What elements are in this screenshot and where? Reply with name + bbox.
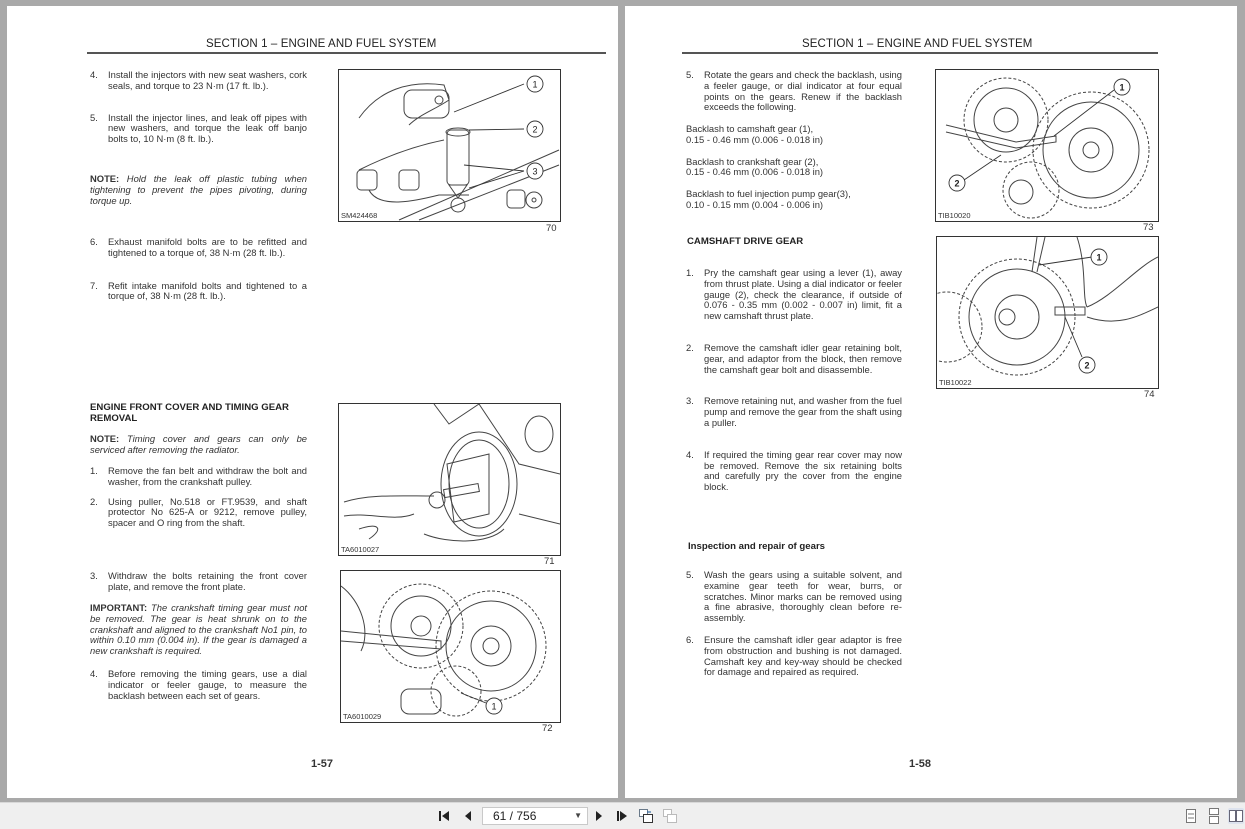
list-item bbox=[686, 570, 902, 624]
spec-value: 0.10 - 0.15 mm (0.004 - 0.006 in) bbox=[686, 198, 824, 210]
callout-1: 1 bbox=[532, 79, 538, 90]
item-text: Exhaust manifold bolts are to be refitted and tightened to a torque of, 38 N·m (28 ft. lb.). bbox=[108, 236, 307, 258]
list-item bbox=[686, 268, 902, 322]
facing-pages-view-button[interactable] bbox=[1228, 808, 1244, 824]
last-page-icon bbox=[614, 808, 630, 824]
list-item bbox=[686, 450, 902, 493]
item-text: Pry the camshaft gear using a lever (1), away from thrust plate. Using a dial indicator or feeler gauge (2), check the clearance, if outside of 0.076 - 0.35 mm (0.002 - 0.007 in) limit, fit a new camshaft thrust plate. bbox=[704, 267, 902, 322]
spec-label: Backlash to crankshaft gear (2), bbox=[686, 155, 819, 167]
figure-gear-backlash bbox=[935, 69, 1159, 222]
item-text: Before removing the timing gears, use a dial indicator or feeler gauge, to measure the backlash between each set of gears. bbox=[108, 668, 307, 701]
single-page-view-button[interactable] bbox=[1183, 808, 1199, 824]
important-text: The crankshaft timing gear must not be removed. The gear is heat shrunk on to the crankshaft and aligned to the crankshaft No1 pin, to within 0.10 mm (0.004 in). If the gear is damaged a new crankshaft is required. bbox=[90, 602, 308, 657]
gear-backlash-illustration bbox=[936, 70, 1158, 221]
list-item bbox=[90, 237, 307, 259]
instruction-list bbox=[90, 466, 307, 529]
item-text: Using puller, No.518 or FT.9539, and shaft protector No 625-A or 9212, remove pulley, spacer and O ring from the shaft. bbox=[108, 495, 307, 529]
list-item bbox=[90, 669, 307, 701]
injector-illustration bbox=[339, 70, 560, 221]
figure-code: SM424468 bbox=[341, 211, 378, 220]
item-number: 3. bbox=[686, 395, 694, 407]
note-timing-cover bbox=[90, 434, 307, 456]
note-label: NOTE: bbox=[90, 433, 120, 444]
item-number: 4. bbox=[90, 668, 98, 679]
item-text: Rotate the gears and check the backlash, using a feeler gauge, or dial indicator at four equal points on the gears. Renew if the backlash exceeds the following. bbox=[704, 69, 902, 113]
item-number: 5. bbox=[90, 111, 98, 123]
section-heading: ENGINE FRONT COVER AND TIMING GEAR REMOVAL bbox=[90, 402, 289, 424]
list-item bbox=[90, 571, 307, 593]
callout-1: 1 bbox=[491, 701, 497, 712]
spec-label: Backlash to fuel injection pump gear(3), bbox=[686, 188, 851, 200]
first-page-icon bbox=[436, 808, 452, 824]
note-text: Timing cover and gears can only be serviced after removing the radiator. bbox=[90, 433, 307, 455]
figure-number: 72 bbox=[542, 723, 553, 734]
important-notice bbox=[90, 603, 307, 657]
item-number: 6. bbox=[90, 236, 98, 247]
document-page-left bbox=[7, 6, 618, 798]
pulley-puller-illustration bbox=[339, 404, 560, 555]
instruction-list bbox=[90, 571, 307, 593]
list-item bbox=[90, 113, 307, 145]
instruction-list bbox=[90, 70, 307, 145]
item-number: 7. bbox=[90, 279, 98, 291]
item-text: Install the injectors with new seat washers, cork seals, and torque to 23 N·m (17 ft. lb.). bbox=[108, 69, 307, 91]
continuous-view-icon bbox=[1206, 808, 1222, 824]
spec-value: 0.15 - 0.46 mm (0.006 - 0.018 in) bbox=[686, 166, 824, 178]
section-heading: Inspection and repair of gears bbox=[688, 541, 826, 552]
item-number: 1. bbox=[90, 465, 98, 476]
first-page-button[interactable] bbox=[436, 808, 452, 824]
list-item bbox=[90, 281, 307, 303]
viewer-toolbar bbox=[0, 802, 1245, 829]
figure-number: 71 bbox=[544, 556, 555, 567]
item-text: If required the timing gear rear cover may now be removed. Remove the six retaining bolts and carefully pry the cover from the engine block. bbox=[704, 448, 902, 493]
callout-1: 1 bbox=[1119, 82, 1125, 93]
list-item bbox=[686, 635, 902, 678]
go-back-view-button[interactable] bbox=[638, 808, 654, 824]
page-number-select[interactable] bbox=[482, 807, 588, 825]
camshaft-pry-illustration bbox=[937, 237, 1158, 388]
note-leak-off bbox=[90, 174, 307, 206]
instruction-list bbox=[686, 570, 902, 678]
figure-code: TIB10022 bbox=[939, 378, 972, 387]
go-back-view-icon bbox=[638, 808, 654, 824]
figure-injector-install bbox=[338, 69, 561, 222]
backlash-specs bbox=[686, 124, 902, 211]
figure-number: 73 bbox=[1143, 222, 1154, 233]
list-item bbox=[686, 343, 902, 375]
list-item bbox=[90, 466, 307, 488]
figure-number: 70 bbox=[546, 223, 557, 234]
item-text: Remove the camshaft idler gear retaining bolt, gear, and adaptor from the block, then remove the camshaft gear bolt and disassemble. bbox=[704, 341, 902, 375]
figure-code: TA6010029 bbox=[343, 712, 382, 721]
callout-2: 2 bbox=[532, 124, 538, 135]
section-heading: CAMSHAFT DRIVE GEAR bbox=[687, 236, 804, 247]
figure-number: 74 bbox=[1144, 389, 1155, 400]
callout-2: 2 bbox=[1084, 360, 1090, 371]
figure-timing-gears-backlash bbox=[340, 570, 561, 723]
item-text: Install the injector lines, and leak off pipes with new washers, and torque the leak off banjo bolts to, 10 N·m (8 ft. lb.). bbox=[108, 111, 307, 145]
item-text: Ensure the camshaft idler gear adaptor is free from obstruction and bushing is not damaged. Camshaft key and key-way should be checked for damage and repaired as required. bbox=[704, 633, 902, 678]
go-forward-view-icon bbox=[662, 808, 678, 824]
continuous-view-button[interactable] bbox=[1206, 808, 1222, 824]
item-text: Remove retaining nut, and washer from the fuel pump and remove the gear from the shaft using a puller. bbox=[704, 395, 902, 428]
go-forward-view-button[interactable] bbox=[662, 808, 678, 824]
instruction-list bbox=[90, 237, 307, 302]
instruction-list bbox=[686, 268, 902, 493]
header-rule bbox=[87, 52, 606, 54]
item-number: 5. bbox=[686, 569, 694, 580]
item-number: 6. bbox=[686, 633, 694, 645]
page-number: 1-58 bbox=[909, 758, 932, 770]
instruction-list bbox=[90, 669, 307, 701]
item-text: Withdraw the bolts retaining the front cover plate, and remove the front plate. bbox=[108, 570, 307, 592]
section-header: SECTION 1 – ENGINE AND FUEL SYSTEM bbox=[206, 38, 437, 50]
document-page-right bbox=[625, 6, 1237, 798]
important-label: IMPORTANT: bbox=[90, 602, 148, 613]
figure-code: TA6010027 bbox=[341, 545, 380, 554]
facing-pages-view-icon bbox=[1228, 808, 1244, 824]
next-page-icon bbox=[591, 808, 607, 824]
item-number: 4. bbox=[686, 448, 694, 460]
instruction-list bbox=[686, 70, 902, 113]
item-number: 2. bbox=[686, 341, 694, 353]
callout-2: 2 bbox=[954, 178, 960, 189]
previous-page-icon bbox=[460, 808, 476, 824]
next-page-button[interactable] bbox=[591, 808, 607, 824]
list-item bbox=[686, 70, 902, 113]
single-page-view-icon bbox=[1183, 808, 1199, 824]
item-number: 2. bbox=[90, 495, 98, 507]
last-page-button[interactable] bbox=[614, 808, 630, 824]
list-item bbox=[90, 70, 307, 92]
item-number: 5. bbox=[686, 69, 694, 80]
figure-pulley-puller bbox=[338, 403, 561, 556]
section-header: SECTION 1 – ENGINE AND FUEL SYSTEM bbox=[802, 38, 1033, 50]
note-label: NOTE: bbox=[90, 173, 120, 184]
item-number: 3. bbox=[90, 570, 98, 581]
page-number: 1-57 bbox=[311, 758, 334, 770]
current-page-value: 61 / 756 bbox=[493, 809, 537, 823]
callout-1: 1 bbox=[1096, 252, 1102, 263]
item-number: 1. bbox=[686, 267, 694, 278]
spec-label: Backlash to camshaft gear (1), bbox=[686, 123, 814, 134]
timing-gears-illustration bbox=[341, 571, 560, 722]
header-rule bbox=[682, 52, 1158, 54]
list-item bbox=[90, 497, 307, 529]
figure-camshaft-pry bbox=[936, 236, 1159, 389]
note-text: Hold the leak off plastic tubing when tightening to prevent the pipes pivoting, during torque up. bbox=[90, 173, 307, 206]
item-text: Remove the fan belt and withdraw the bolt and washer, from the crankshaft pulley. bbox=[108, 465, 307, 487]
chevron-down-icon: ▼ bbox=[574, 811, 582, 820]
item-text: Wash the gears using a suitable solvent, and examine gear teeth for wear, burrs, or scratches. Minor marks can be removed using a fine abrasive, thoroughly clean before re-assembly. bbox=[704, 569, 902, 624]
previous-page-button[interactable] bbox=[460, 808, 476, 824]
item-text: Refit intake manifold bolts and tightened to a torque of, 38 N·m (28 ft. lb.). bbox=[108, 279, 307, 302]
list-item bbox=[686, 396, 902, 428]
item-number: 4. bbox=[90, 69, 98, 80]
callout-3: 3 bbox=[532, 166, 538, 177]
spec-value: 0.15 - 0.46 mm (0.006 - 0.018 in) bbox=[686, 133, 824, 145]
figure-code: TIB10020 bbox=[938, 211, 971, 220]
